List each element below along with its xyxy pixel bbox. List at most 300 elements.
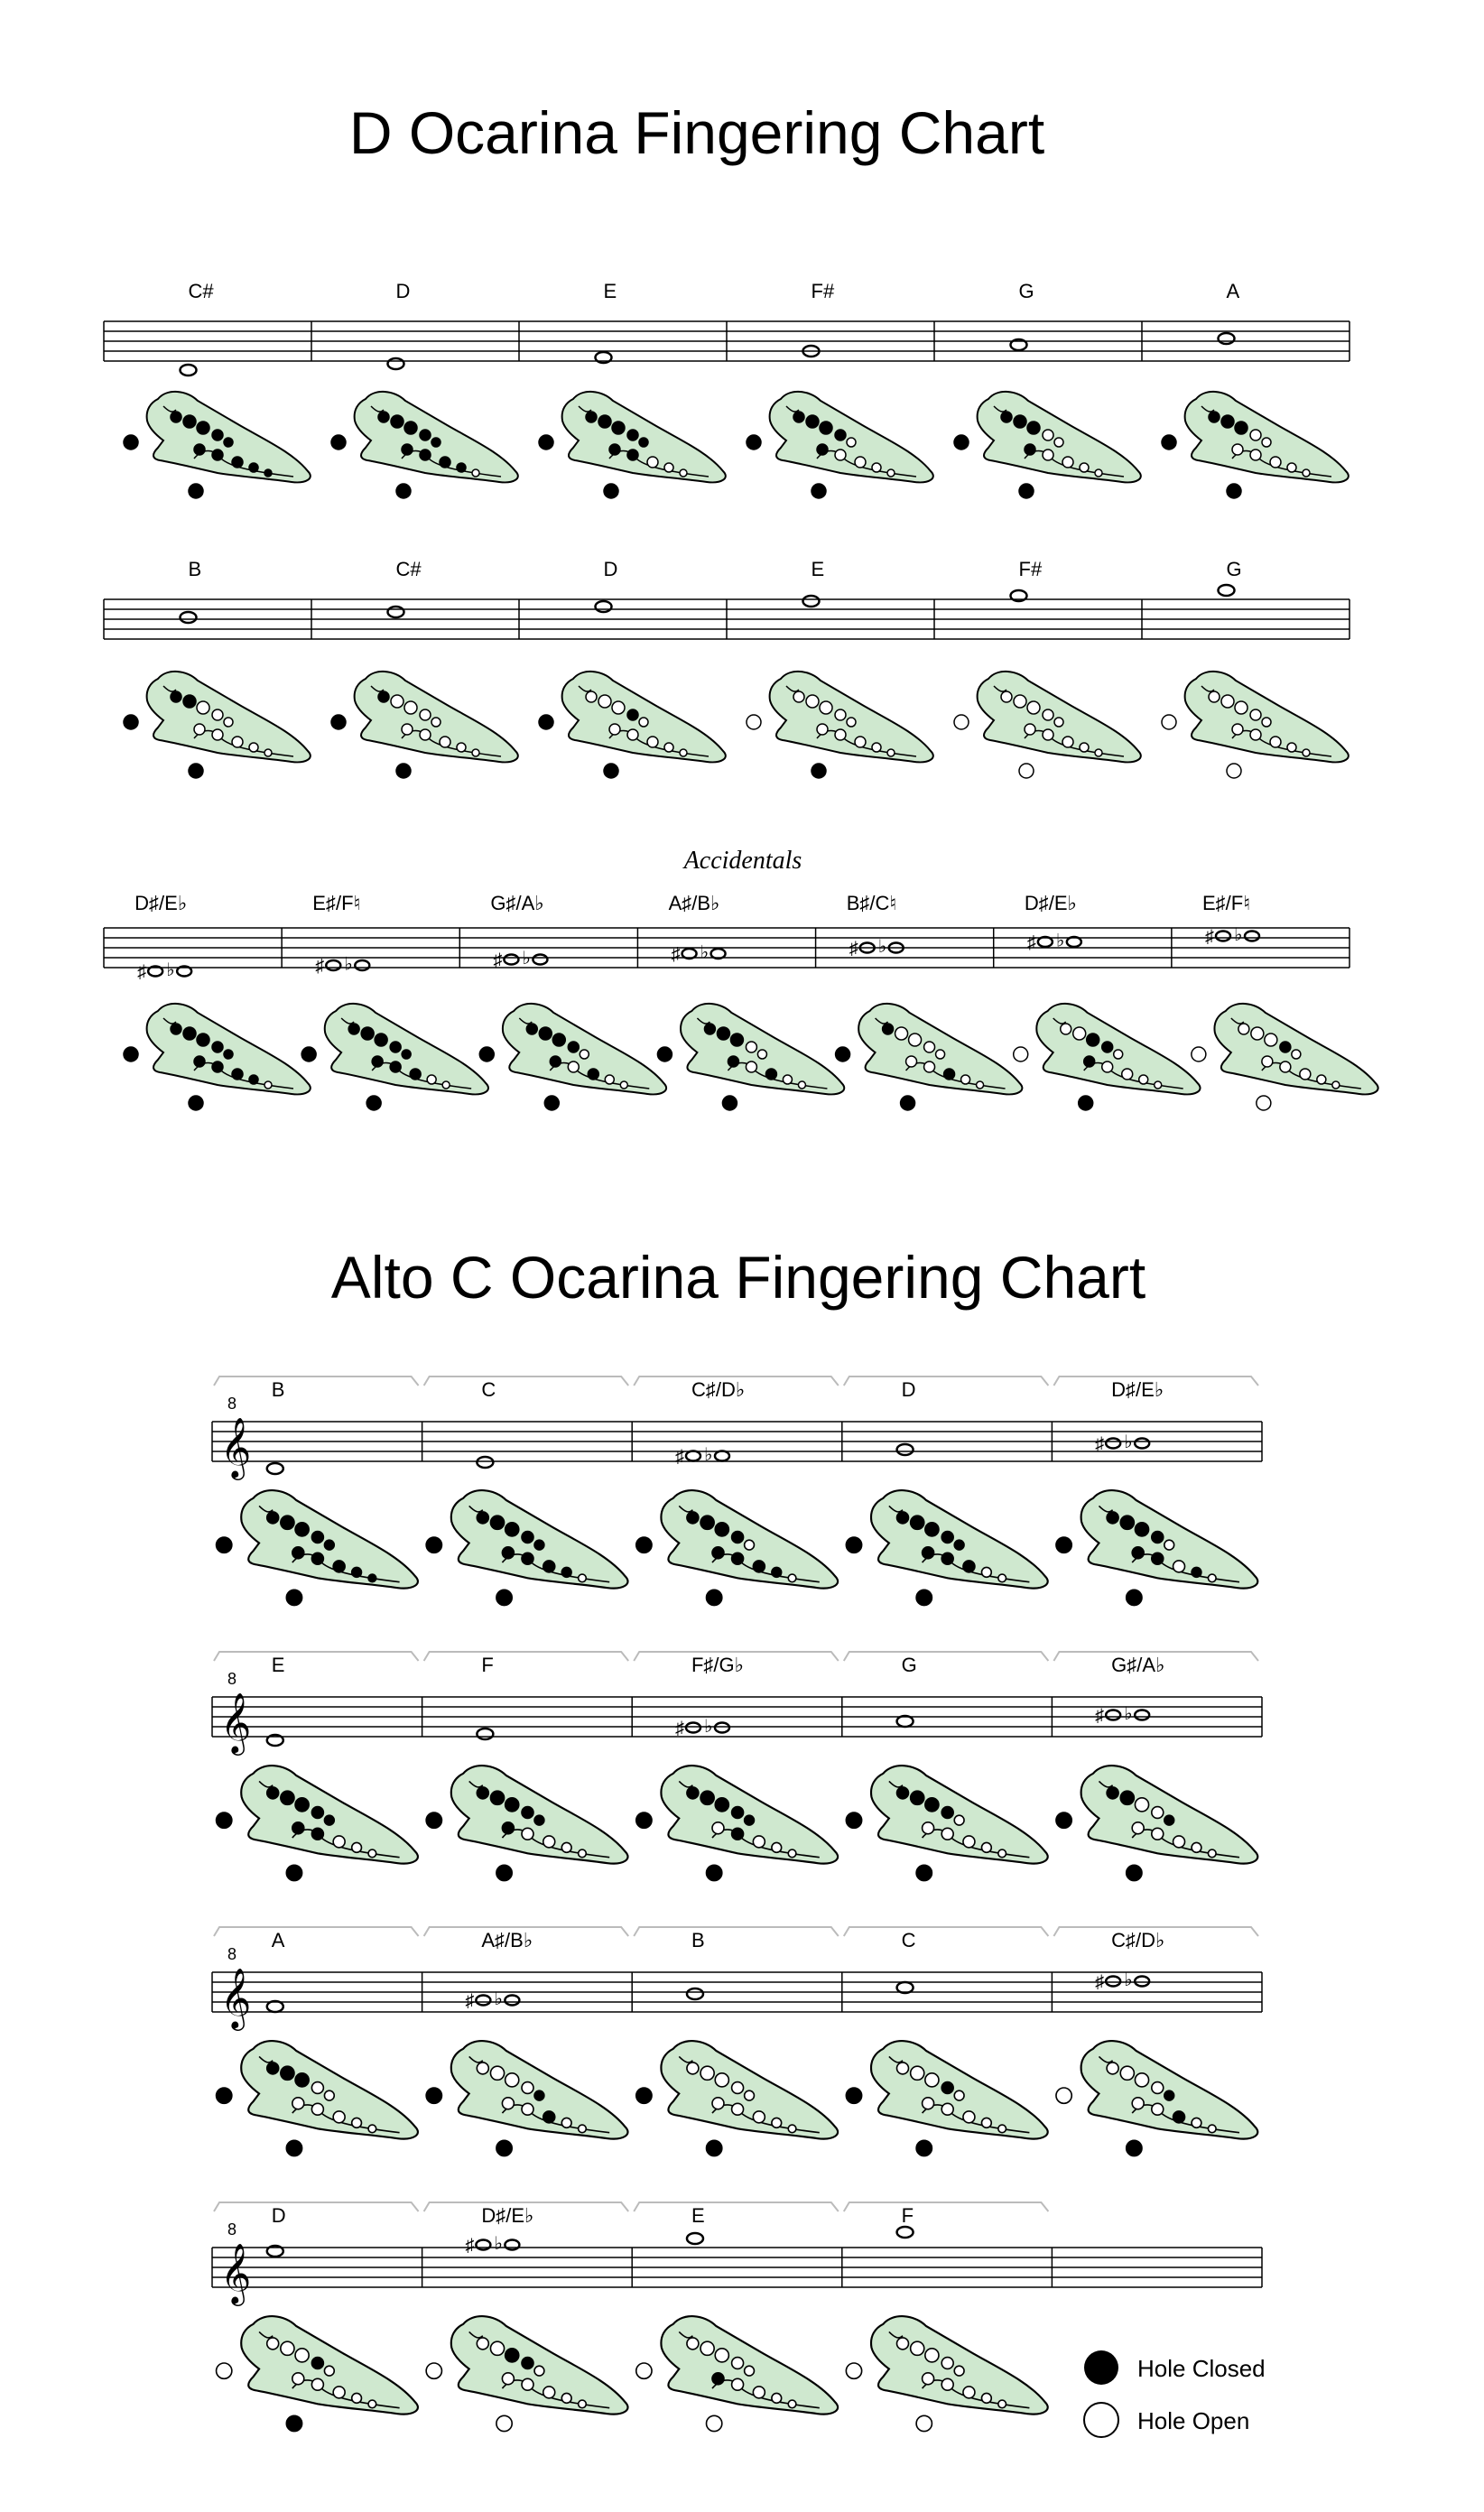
hole-open-icon <box>753 2387 765 2398</box>
hole-open-icon <box>1232 724 1243 735</box>
hole-open-icon <box>998 2125 1006 2133</box>
hole-closed-icon <box>267 1787 279 1799</box>
note-head <box>505 2240 519 2250</box>
hole-open-icon <box>522 2378 533 2390</box>
note-head <box>267 1463 283 1474</box>
hole-open-icon <box>212 709 223 720</box>
hole-open-icon <box>404 701 417 714</box>
hole-open-icon <box>783 1075 792 1084</box>
hole-open-icon <box>1173 1561 1185 1572</box>
hole-open-icon <box>788 1574 796 1582</box>
hole-closed-icon <box>522 2358 533 2369</box>
thumb-hole-bottom <box>916 2140 932 2155</box>
hole-open-icon <box>420 709 431 720</box>
hole-open-icon <box>1095 749 1102 756</box>
c-chart-title: Alto C Ocarina Fingering Chart <box>330 1244 1146 1311</box>
thumb-hole-left <box>539 435 553 450</box>
hole-closed-icon <box>609 444 620 455</box>
accidental-sign: ♯ <box>849 939 858 959</box>
hole-open-icon <box>1043 729 1053 740</box>
hole-closed-icon <box>712 1547 724 1559</box>
hole-open-icon <box>561 2118 571 2127</box>
hole-open-icon <box>817 724 828 735</box>
hole-closed-icon <box>404 422 417 434</box>
hole-open-icon <box>543 1836 555 1848</box>
hole-open-icon <box>502 2373 514 2385</box>
hole-open-icon <box>757 1050 766 1059</box>
thumb-hole-left <box>846 2363 861 2378</box>
thumb-hole-left <box>846 1812 861 1828</box>
hole-open-icon <box>936 1050 945 1059</box>
hole-open-icon <box>598 695 611 708</box>
hole-open-icon <box>941 1828 953 1840</box>
hole-closed-icon <box>183 695 196 708</box>
hole-open-icon <box>1250 430 1261 440</box>
hole-open-icon <box>715 2073 728 2087</box>
hole-closed-icon <box>817 444 828 455</box>
hole-closed-icon <box>420 430 431 440</box>
treble-clef: 𝄞 <box>220 2244 252 2303</box>
thumb-hole-left <box>846 1537 861 1553</box>
hole-closed-icon <box>561 1567 571 1577</box>
accidental-sign: ♭ <box>522 949 531 969</box>
hole-open-icon <box>923 2098 934 2109</box>
note-head <box>326 960 340 970</box>
hole-open-icon <box>605 1075 614 1084</box>
note-label: A <box>1226 280 1240 302</box>
hole-open-icon <box>1102 1061 1113 1072</box>
hole-open-icon <box>745 2366 755 2376</box>
hole-closed-icon <box>352 1567 362 1577</box>
hole-closed-icon <box>1235 422 1247 434</box>
hole-open-icon <box>772 2118 782 2127</box>
thumb-hole-left <box>426 1812 441 1828</box>
hole-closed-icon <box>639 438 648 447</box>
note-head <box>505 1996 519 2006</box>
thumb-hole-left <box>954 715 969 729</box>
hole-closed-icon <box>194 444 205 455</box>
hole-open-icon <box>664 743 673 752</box>
hole-closed-icon <box>292 1822 304 1834</box>
hole-open-icon <box>806 695 819 708</box>
hole-closed-icon <box>292 1547 304 1559</box>
hole-open-icon <box>732 2358 744 2369</box>
hole-open-icon <box>647 457 658 468</box>
thumb-hole-bottom <box>707 1865 722 1880</box>
hole-closed-icon <box>1001 412 1012 422</box>
accidental-sign: ♭ <box>1234 925 1243 945</box>
hole-open-icon <box>1054 438 1063 447</box>
ocarina-diagram <box>426 1490 627 1606</box>
ocarina-diagram <box>636 2316 838 2432</box>
thumb-hole-left <box>426 2363 441 2378</box>
ocarina-diagram <box>217 1490 418 1606</box>
ocarina-diagram <box>217 1766 418 1881</box>
hole-closed-icon <box>477 1787 488 1799</box>
ocarina-body <box>562 392 726 482</box>
hole-open-icon <box>963 1836 975 1848</box>
hole-closed-icon <box>171 1024 181 1034</box>
hole-open-icon <box>941 2103 953 2115</box>
note-head <box>504 955 518 965</box>
note-head <box>715 1451 729 1461</box>
hole-open-icon <box>224 718 233 727</box>
hole-open-icon <box>543 2387 555 2398</box>
hole-open-icon <box>561 1842 571 1852</box>
hole-open-icon <box>194 724 205 735</box>
accidental-sign: ♭ <box>344 954 353 975</box>
hole-closed-icon <box>232 457 243 468</box>
phrase-bracket <box>214 1927 419 1936</box>
hole-closed-icon <box>954 1540 964 1550</box>
hole-closed-icon <box>923 1547 934 1559</box>
thumb-hole-left <box>217 2363 232 2378</box>
note-head <box>388 607 404 617</box>
hole-open-icon <box>872 743 881 752</box>
hole-closed-icon <box>402 1050 411 1059</box>
hole-open-icon <box>732 2082 744 2094</box>
ocarina-body <box>661 2041 838 2138</box>
note-head <box>1106 1710 1120 1720</box>
hole-closed-icon <box>1087 1034 1099 1046</box>
note-label: B <box>188 558 202 580</box>
thumb-hole-bottom <box>707 1590 722 1605</box>
hole-open-icon <box>680 749 687 756</box>
hole-open-icon <box>1152 1807 1164 1819</box>
hole-closed-icon <box>598 415 611 428</box>
hole-open-icon <box>420 729 431 740</box>
treble-clef: 𝄞 <box>220 1693 252 1752</box>
thumb-hole-left <box>1162 715 1176 729</box>
hole-open-icon <box>627 729 638 740</box>
accidental-sign: ♭ <box>494 1989 503 2009</box>
ocarina-body <box>858 1004 1022 1094</box>
hole-open-icon <box>579 2125 587 2133</box>
ocarina-diagram <box>846 1490 1047 1606</box>
note-label: D <box>901 1378 916 1401</box>
hole-open-icon <box>680 469 687 477</box>
hole-open-icon <box>1173 1836 1185 1848</box>
hole-open-icon <box>941 2358 953 2369</box>
phrase-bracket <box>214 1652 419 1661</box>
thumb-hole-left <box>1162 435 1176 450</box>
hole-open-icon <box>472 749 479 756</box>
hole-open-icon <box>1332 1081 1340 1089</box>
ocarina-diagram <box>846 2041 1047 2156</box>
hole-closed-icon <box>627 430 638 440</box>
thumb-hole-left <box>636 1812 652 1828</box>
hole-closed-icon <box>612 422 625 434</box>
hole-closed-icon <box>281 2066 294 2080</box>
ocarina-body <box>241 2316 418 2414</box>
hole-open-icon <box>264 1081 272 1089</box>
hole-closed-icon <box>232 1069 243 1080</box>
hole-closed-icon <box>1014 415 1026 428</box>
hole-closed-icon <box>368 1574 376 1582</box>
ocarina-body <box>978 672 1141 762</box>
hole-open-icon <box>1152 2082 1164 2094</box>
hole-open-icon <box>1209 691 1220 702</box>
accidental-sign: ♭ <box>1124 1432 1133 1452</box>
hole-open-icon <box>1014 695 1026 708</box>
hole-open-icon <box>1061 1024 1071 1034</box>
note-head <box>476 1996 490 2006</box>
hole-closed-icon <box>420 450 431 460</box>
hole-closed-icon <box>728 1056 738 1067</box>
hole-open-icon <box>281 2341 294 2355</box>
ocarina-body <box>1081 1766 1258 1863</box>
thumb-hole-left <box>636 2363 652 2378</box>
ocarina-body <box>451 2041 628 2138</box>
hole-closed-icon <box>700 1516 714 1529</box>
ocarina-diagram <box>1014 1004 1201 1110</box>
note-label: A <box>271 1929 285 1951</box>
hole-open-icon <box>1262 718 1271 727</box>
accidental-sign: ♯ <box>465 1991 475 2011</box>
hole-open-icon <box>568 1061 579 1072</box>
hole-open-icon <box>1080 463 1089 472</box>
ocarina-diagram <box>747 392 933 498</box>
hole-open-icon <box>1132 1822 1144 1834</box>
thumb-hole-left <box>331 715 346 729</box>
hole-closed-icon <box>1280 1042 1291 1052</box>
accidental-sign: ♭ <box>1124 1970 1133 1990</box>
hole-closed-icon <box>1209 412 1220 422</box>
thumb-hole-bottom <box>707 2415 722 2431</box>
hole-closed-icon <box>212 450 223 460</box>
hole-open-icon <box>295 2349 309 2362</box>
ocarina-body <box>770 392 933 482</box>
note-label: F <box>481 1654 494 1676</box>
hole-closed-icon <box>295 1523 309 1536</box>
hole-open-icon <box>1250 709 1261 720</box>
hole-open-icon <box>981 2393 991 2403</box>
hole-open-icon <box>1114 1050 1123 1059</box>
hole-closed-icon <box>410 1069 421 1080</box>
hole-open-icon <box>1084 2403 1118 2437</box>
hole-open-icon <box>1043 430 1053 440</box>
hole-closed-icon <box>311 1532 323 1543</box>
note-head <box>1245 932 1259 941</box>
c-chart-row-1 <box>212 1377 1262 1606</box>
accidentals-heading: Accidentals <box>683 847 802 875</box>
ocarina-body <box>1081 2041 1258 2138</box>
hole-closed-icon <box>361 1027 374 1040</box>
hole-closed-icon <box>311 1828 323 1840</box>
hole-open-icon <box>961 1075 970 1084</box>
note-label: G <box>1018 280 1034 302</box>
hole-open-icon <box>1027 701 1040 714</box>
hole-open-icon <box>352 2118 362 2127</box>
note-label: E♯/F♮ <box>1202 892 1251 914</box>
hole-open-icon <box>977 1081 984 1089</box>
hole-closed-icon <box>925 1523 939 1536</box>
ocarina-diagram <box>1056 1766 1257 1881</box>
note-label: A♯/B♭ <box>481 1929 533 1951</box>
hole-open-icon <box>442 1081 450 1089</box>
hole-closed-icon <box>224 1050 233 1059</box>
hole-open-icon <box>1317 1075 1326 1084</box>
hole-open-icon <box>522 1828 533 1840</box>
note-head <box>1135 1439 1149 1449</box>
hole-closed-icon <box>897 1787 909 1799</box>
hole-closed-icon <box>730 1034 743 1046</box>
hole-closed-icon <box>717 1027 729 1040</box>
hole-closed-icon <box>765 1069 776 1080</box>
hole-open-icon <box>580 1050 589 1059</box>
note-label: G♯/A♭ <box>1111 1654 1165 1676</box>
hole-closed-icon <box>715 1523 728 1536</box>
hole-open-icon <box>586 691 597 702</box>
note-head <box>687 1988 703 1999</box>
hole-closed-icon <box>883 1024 894 1034</box>
hole-open-icon <box>1043 709 1053 720</box>
note-label: B <box>271 1378 285 1401</box>
hole-open-icon <box>664 463 673 472</box>
note-label: F <box>901 2204 914 2227</box>
hole-open-icon <box>923 2373 934 2385</box>
hole-open-icon <box>324 2366 334 2376</box>
hole-closed-icon <box>390 1061 401 1072</box>
note-label: E <box>603 280 617 302</box>
phrase-bracket <box>844 2202 1049 2211</box>
thumb-hole-left <box>747 435 761 450</box>
ocarina-body <box>1185 672 1349 762</box>
treble-clef: 𝄞 <box>220 1418 252 1477</box>
hole-closed-icon <box>281 1516 294 1529</box>
hole-closed-icon <box>522 1532 533 1543</box>
hole-open-icon <box>1208 2125 1216 2133</box>
note-label: E♯/F♮ <box>312 892 361 914</box>
ocarina-diagram <box>217 2316 418 2432</box>
note-label: C# <box>395 558 422 580</box>
hole-open-icon <box>311 2378 323 2390</box>
d-chart-row-1 <box>104 280 1350 498</box>
hole-open-icon <box>772 2393 782 2403</box>
note-label: B <box>691 1929 705 1951</box>
hole-open-icon <box>352 2393 362 2403</box>
accidental-sign: ♯ <box>674 1719 684 1738</box>
hole-open-icon <box>924 1061 935 1072</box>
hole-closed-icon <box>526 1024 537 1034</box>
hole-open-icon <box>1107 2062 1118 2074</box>
note-head <box>687 2233 703 2244</box>
thumb-hole-left <box>124 435 138 450</box>
hole-closed-icon <box>745 1815 755 1825</box>
hole-open-icon <box>746 1061 756 1072</box>
hole-open-icon <box>1303 469 1310 477</box>
hole-closed-icon <box>505 2349 519 2362</box>
hole-open-icon <box>1132 2098 1144 2109</box>
ocarina-body <box>871 1766 1048 1863</box>
hole-open-icon <box>620 1081 627 1089</box>
hole-open-icon <box>311 2082 323 2094</box>
hole-open-icon <box>1054 718 1063 727</box>
hole-open-icon <box>855 457 866 468</box>
accidental-sign: ♭ <box>1055 931 1065 951</box>
hole-open-icon <box>472 469 479 477</box>
ocarina-diagram <box>836 1004 1023 1110</box>
note-head <box>1106 1439 1120 1449</box>
ocarina-body <box>871 2316 1048 2414</box>
note-label: E <box>271 1654 285 1676</box>
accidental-sign: ♯ <box>1026 932 1036 953</box>
hole-open-icon <box>954 1815 964 1825</box>
thumb-hole-bottom <box>396 484 411 498</box>
hole-closed-icon <box>627 709 638 720</box>
note-head <box>686 1451 700 1461</box>
thumb-hole-left <box>426 2088 441 2103</box>
hole-open-icon <box>772 1842 782 1852</box>
hole-open-icon <box>1062 737 1073 747</box>
hole-open-icon <box>798 1081 805 1089</box>
hole-closed-icon <box>1025 444 1035 455</box>
phrase-bracket <box>634 2202 839 2211</box>
ocarina-diagram <box>479 1004 666 1110</box>
thumb-hole-left <box>426 1537 441 1553</box>
hole-closed-icon <box>375 1034 387 1046</box>
hole-open-icon <box>292 2098 304 2109</box>
hole-closed-icon <box>311 1807 323 1819</box>
hole-open-icon <box>352 1842 362 1852</box>
hole-open-icon <box>745 1540 755 1550</box>
ocarina-body <box>661 2316 838 2414</box>
hole-open-icon <box>746 1042 756 1052</box>
hole-closed-icon <box>543 2111 555 2123</box>
thumb-hole-bottom <box>286 1865 301 1880</box>
note-head <box>477 1729 493 1739</box>
hole-open-icon <box>887 469 895 477</box>
ocarina-body <box>1185 392 1349 482</box>
ocarina-body <box>355 392 518 482</box>
hole-open-icon <box>872 463 881 472</box>
ocarina-body <box>661 1490 838 1588</box>
hole-closed-icon <box>911 1791 924 1804</box>
thumb-hole-bottom <box>1019 764 1034 778</box>
phrase-bracket <box>424 1377 629 1386</box>
thumb-hole-left <box>747 715 761 729</box>
accidental-sign: ♯ <box>137 962 147 982</box>
thumb-hole-bottom <box>286 2415 301 2431</box>
ocarina-diagram <box>636 1766 838 1881</box>
note-head <box>388 358 404 369</box>
hole-closed-icon <box>539 1027 552 1040</box>
ocarina-diagram <box>1162 392 1349 498</box>
note-label: C♯/D♭ <box>1111 1929 1165 1951</box>
hole-closed-icon <box>378 412 389 422</box>
hole-open-icon <box>835 450 846 460</box>
thumb-hole-left <box>1056 1537 1071 1553</box>
hole-open-icon <box>324 2090 334 2100</box>
phrase-bracket <box>214 1377 419 1386</box>
ocarina-diagram <box>124 392 311 498</box>
accidental-sign: ♯ <box>1205 927 1214 947</box>
octave-marker: 8 <box>227 1395 237 1413</box>
hole-open-icon <box>1135 2073 1148 2087</box>
hole-closed-icon <box>586 412 597 422</box>
hole-open-icon <box>715 2349 728 2362</box>
hole-closed-icon <box>715 1798 728 1812</box>
note-head <box>1135 1977 1149 1987</box>
c-chart-row-2 <box>212 1652 1262 1881</box>
hole-closed-icon <box>534 1540 544 1550</box>
ocarina-diagram <box>426 2316 627 2432</box>
ocarina-body <box>355 672 518 762</box>
hole-open-icon <box>311 2103 323 2115</box>
thumb-hole-left <box>217 2088 232 2103</box>
hole-open-icon <box>1152 1828 1164 1840</box>
hole-open-icon <box>1251 1027 1264 1040</box>
